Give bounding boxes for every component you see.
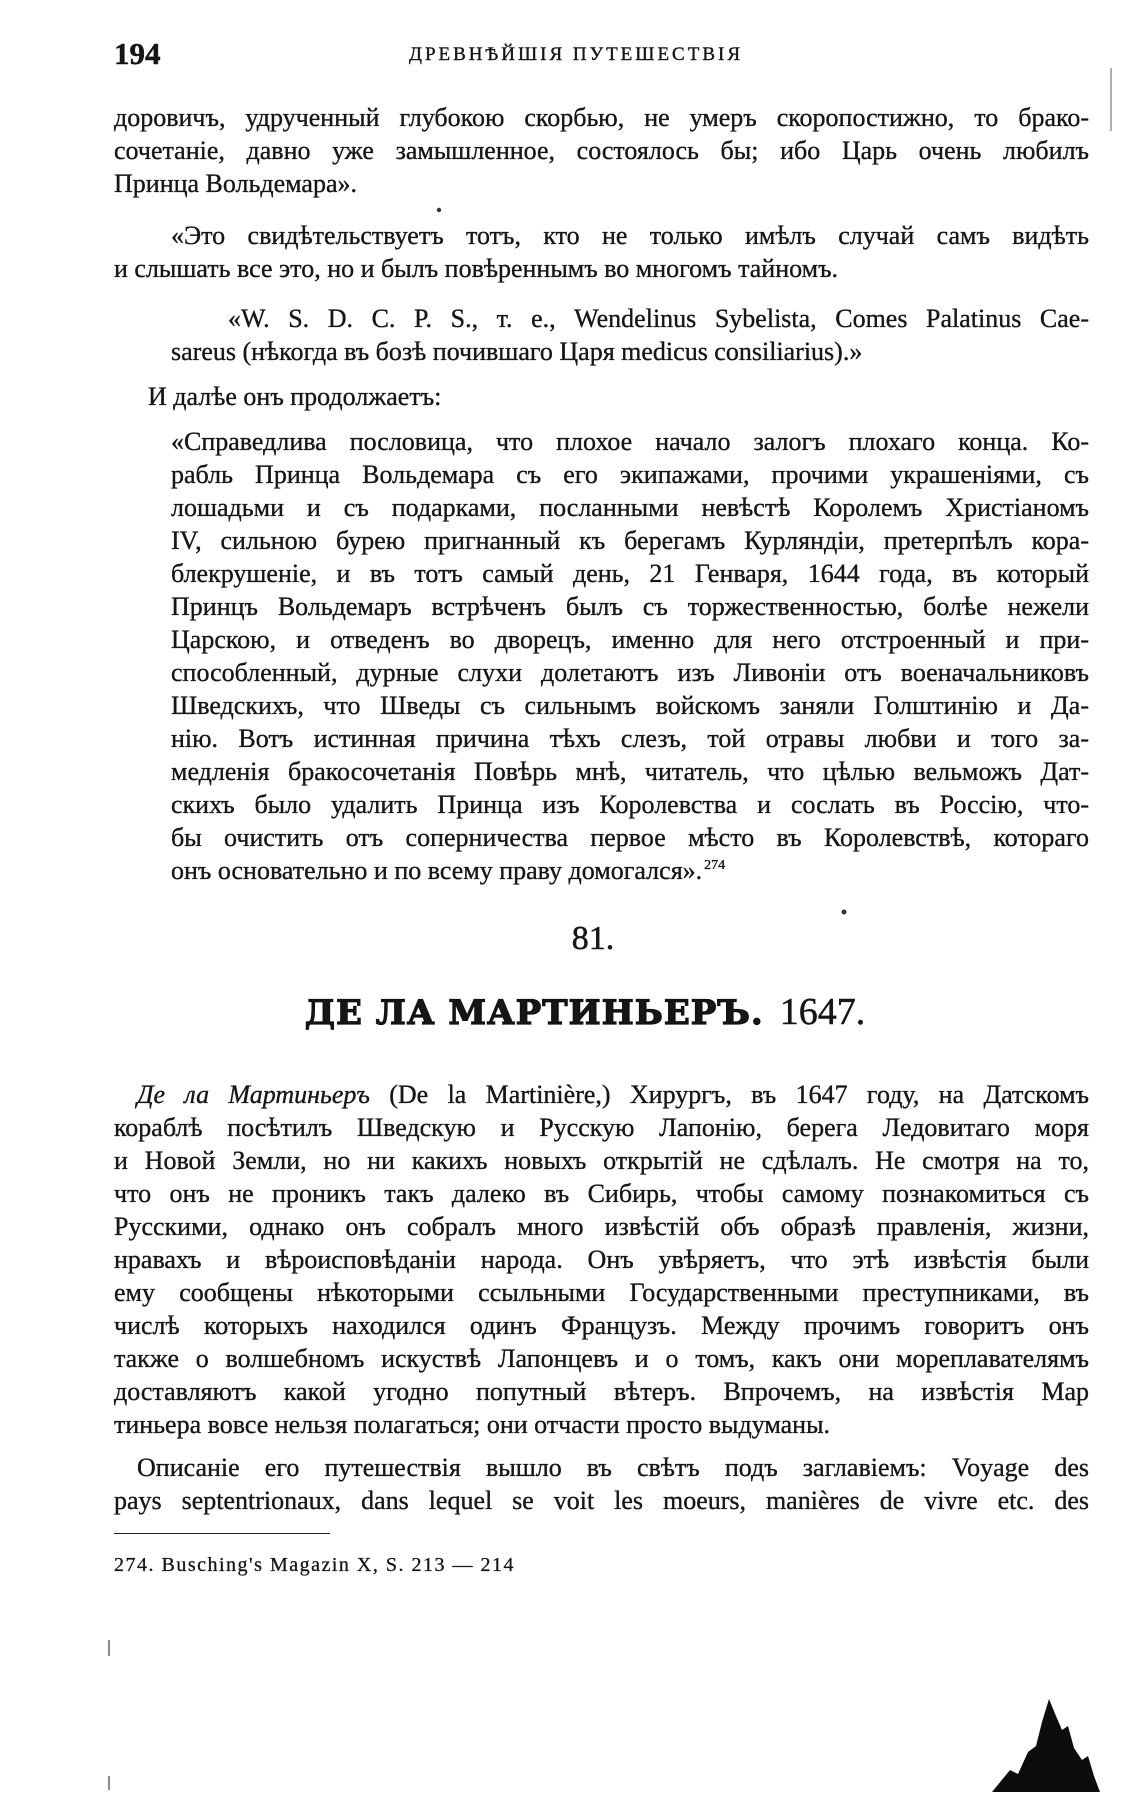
text-line: бы очистить отъ соперничества первое мѣсто въ Королевствѣ, котораго xyxy=(171,823,1089,852)
paragraph-publication xyxy=(114,1451,1089,1517)
text-line: Царскою, и отведенъ во дворецъ, именно для него отстроенный и при- xyxy=(171,625,1089,654)
text-line: рабль Принца Вольдемара съ его экипажами, прочими украшеніями, съ xyxy=(171,460,1089,489)
scan-speck xyxy=(437,208,441,212)
text-line: Шведскихъ, что Шведы съ сильнымъ войскомъ заняли Голштинію и Да- xyxy=(171,691,1089,720)
footnote-separator xyxy=(114,1533,330,1534)
text-line: И далѣе онъ продолжаетъ: xyxy=(148,382,442,411)
text-line: sareus (нѣкогда въ бозѣ почившаго Царя medicus consiliarius).» xyxy=(171,337,863,366)
footnote xyxy=(114,1554,515,1577)
footnote-reference[interactable]: 274 xyxy=(704,858,726,873)
footnote-number: 274. xyxy=(114,1554,155,1576)
paragraph-continuation xyxy=(114,101,1089,200)
paragraph-signature xyxy=(171,302,1089,368)
paragraph-transition xyxy=(148,380,948,413)
text-line: что онъ не проникъ такъ далеко въ Сибирь, чтобы самому познакомиться съ xyxy=(114,1179,1089,1208)
text-line: доровичъ, удрученный глубокою скорбью, не умеръ скоропостижно, то брако- xyxy=(114,103,1089,132)
text-line: и слышать все это, но и былъ повѣреннымъ во многомъ тайномъ. xyxy=(114,254,839,283)
scan-speck xyxy=(842,910,847,915)
author-name: Де ла Мартиньеръ xyxy=(137,1080,370,1109)
section-title-text: ДЕ ЛА МАРТИНЬЕРЪ. xyxy=(304,993,764,1033)
quote-last-text: онъ основательно и по всему праву домогался». xyxy=(171,856,703,885)
text-line: медленія бракосочетанія Повѣрь мнѣ, читатель, что цѣлью вельможъ Дат- xyxy=(171,757,1089,786)
text-line xyxy=(114,1078,1089,1111)
text-line: способленный, дурные слухи долетаютъ изъ Ливоніи отъ военачальниковъ xyxy=(171,658,1089,687)
text-line: Описаніе его путешествія вышло въ свѣтъ подъ заглавіемъ: Voyage des xyxy=(137,1453,1089,1482)
text-line: скихъ было удалить Принца изъ Королевства и сослать въ Россію, что- xyxy=(171,790,1089,819)
text-line: числѣ которыхъ находился одинъ Французъ. Между прочимъ говоритъ онъ xyxy=(114,1311,1089,1340)
text-line: «W. S. D. C. P. S., т. е., Wendelinus Sybelista, Comes Palatinus Cae- xyxy=(228,304,1089,333)
text-line: Принца Вольдемара». xyxy=(114,169,358,198)
text-line xyxy=(171,854,1089,887)
section-title xyxy=(90,990,1080,1034)
text-line: «Справедлива пословица, что плохое начало залогъ плохаго конца. Ко- xyxy=(171,427,1089,456)
text-line: тиньера вовсе нельзя полагаться; они отчасти просто выдуманы. xyxy=(114,1410,831,1439)
first-line-rest: (De la Martinière,) Хирургъ, въ 1647 году, на Датскомъ xyxy=(389,1080,1089,1109)
text-line: и Новой Земли, но ни какихъ новыхъ открытій не сдѣлалъ. Не смотря на то, xyxy=(114,1146,1089,1175)
text-line: нію. Вотъ истинная причина тѣхъ слезъ, той отравы любви и того за- xyxy=(171,724,1089,753)
text-line: Русскими, однако онъ собралъ много извѣстій объ образѣ правленія, жизни, xyxy=(114,1212,1089,1241)
paragraph-quote xyxy=(171,425,1089,887)
text-line: кораблѣ посѣтилъ Шведскую и Русскую Лапонію, берега Ледовитаго моря xyxy=(114,1113,1089,1142)
paragraph-testimony xyxy=(114,219,1089,285)
text-line: доставляютъ какой угодно попутный вѣтеръ. Впрочемъ, на извѣстія Мар xyxy=(114,1377,1089,1406)
text-line: «Это свидѣтельствуетъ тотъ, кто не только имѣлъ случай самъ видѣть xyxy=(171,221,1089,250)
section-title-year: 1647. xyxy=(779,991,866,1033)
footnote-text: Busching's Magazin X, S. 213 — 214 xyxy=(161,1554,515,1576)
scan-shadow-shape xyxy=(992,1699,1100,1792)
text-line: лошадьми и съ подарками, посланными невѣстѣ Королемъ Христіаномъ xyxy=(171,493,1089,522)
text-line: также о волшебномъ искуствѣ Лапонцевъ и о томъ, какъ они мореплавателямъ xyxy=(114,1344,1089,1373)
text-line: Принцъ Вольдемаръ встрѣченъ былъ съ торжественностью, болѣе нежели xyxy=(171,592,1089,621)
text-line: IV, сильною бурею пригнанный къ берегамъ Курляндіи, претерпѣлъ кора- xyxy=(171,526,1089,555)
text-line: блекрушеніе, и въ тотъ самый день, 21 Генваря, 1644 года, въ который xyxy=(171,559,1089,588)
text-line: сочетаніе, давно уже замышленное, состоялось бы; ибо Царь очень любилъ xyxy=(114,136,1089,165)
running-title: ДРЕВНѢЙШІЯ ПУТЕШЕСТВІЯ xyxy=(408,44,744,65)
page-number: 194 xyxy=(114,36,161,71)
text-line: ему сообщены нѣкоторыми ссыльными Государственными преступниками, въ xyxy=(114,1278,1089,1307)
text-line: нравахъ и вѣроисповѣданіи народа. Онъ увѣряетъ, что этѣ извѣстія были xyxy=(114,1245,1089,1274)
text-line: pays septentrionaux, dans lequel se voit les moeurs, manières de vivre etc. des xyxy=(114,1486,1089,1515)
paragraph-martiniere xyxy=(114,1078,1089,1441)
section-number: 81. xyxy=(571,920,615,957)
